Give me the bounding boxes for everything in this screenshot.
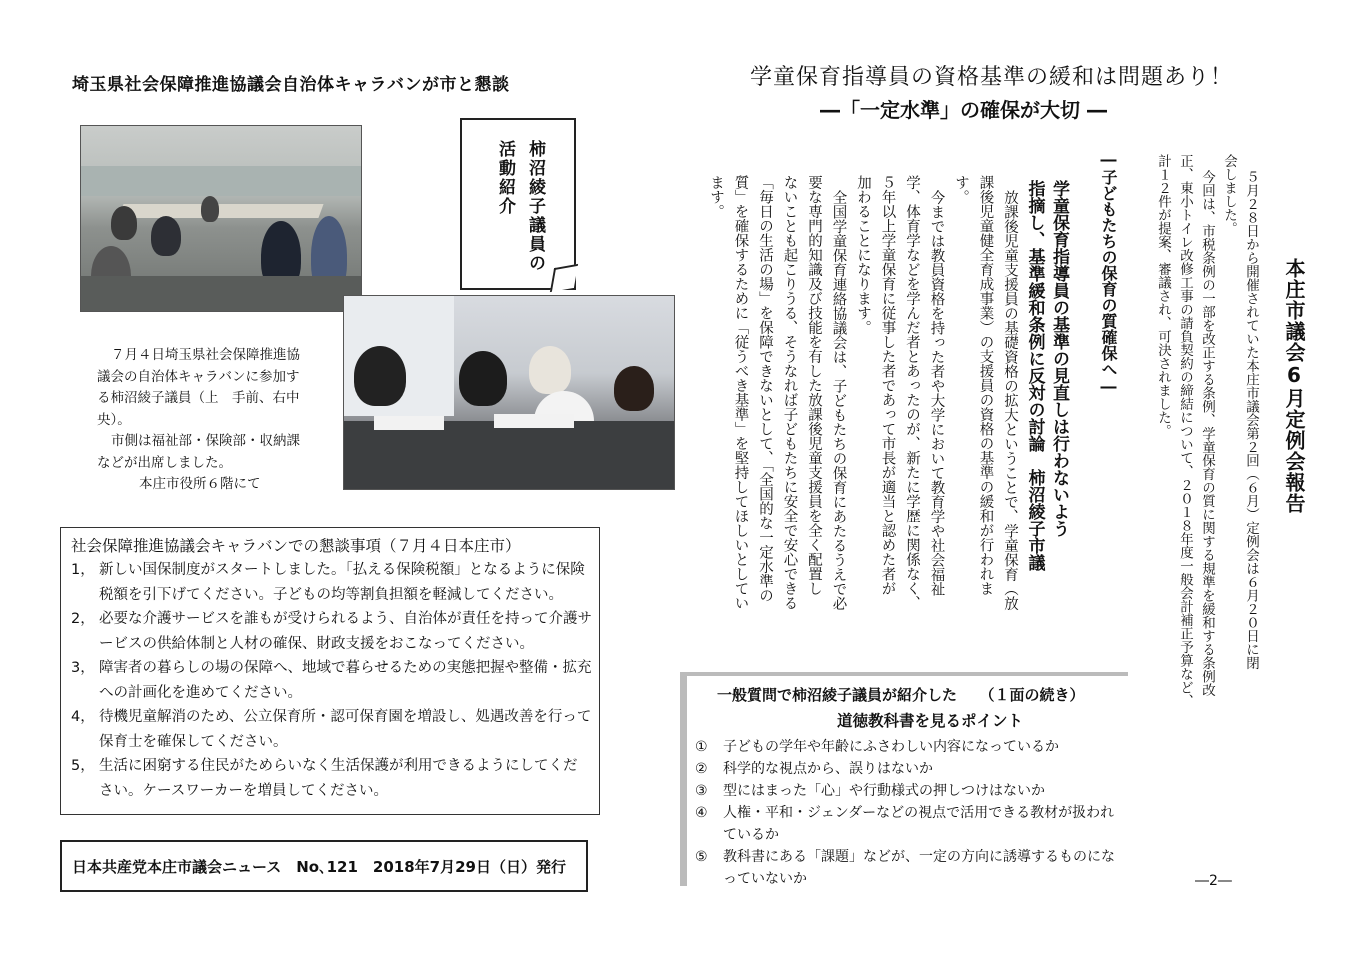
petition-item: 2， 必要な介護サービスを誰もが受けられるよう、自治体が責任を持って介護サ ービスの供給体制と人材の確保、財政支援をおこなってください。 [71,611,592,652]
activity-badge [460,118,576,290]
badge-line-1: 柿沼綾子議員の [525,140,545,273]
article-line: 課後児童健全育成事業）の支援員の資格の基準の緩和が行われま [977,175,994,596]
article-line: 全国学童保育連絡協議会は、子どもたちの保育にあたるうえで必 [830,190,847,611]
council-line: 計１２件が提案、審議され、可決されました。 [1155,154,1171,438]
article-line: 「毎日の生活の場」を保障できないとして、「全国的な一定水準の [757,175,773,603]
article-line: 学童保育指導員の基準の見直しは行わないよう [1049,180,1069,537]
point-item: ④ 人権・平和・ジェンダーなどの視点で活用できる教材が扱われ ているか [695,805,1115,843]
moral-points-list [683,736,1128,890]
article-line: 放課後児童支援員の基礎資格の拡大ということで、学童保育（放 [1002,190,1018,611]
moral-box-title-2: 道徳教科書を見るポイント [837,712,1024,730]
council-line: 会しました。 [1221,154,1237,235]
petition-box [60,527,600,815]
petition-item: 1， 新しい国保制度がスタートしました。「払える保険税額」となるように保険 税額を引下げてください。子どもの均等割負担額を軽減してください。 [71,562,585,603]
council-line: 今回は、市税条例の一部を改正する条例、学童保育の質に関する規準を緩和する条例改 [1199,170,1215,697]
petition-list [67,558,595,803]
article-line: ないことも起こりうる、そうなれば子どもたちに安全で安心できる [781,175,798,610]
point-item: ① 子どもの学年や年齢にふさわしい内容になっているか [695,739,1059,755]
article-line: ―子どもたちの保育の質確保へ― [1099,150,1118,396]
participants-photo [343,295,675,490]
council-line: 正、東小トイレ改修工事の請負契約の締結について、２０１８年度一般会計補正予算など、 [1177,154,1193,708]
article-line: 質」を確保するために「従うべき基準」を堅持してほしいとしてい [732,175,749,610]
newsletter-footer: 日本共産党本庄市議会ニュース No､121 2018年7月29日（日）発行 [60,840,588,892]
article-line: ５年以上学童保育に従事した者であって市長が適当と認めた者が [879,175,896,596]
article-line: 今までは教員資格を持った者や大学において教育学や社会福祉 [928,190,945,596]
main-headline: 学童保育指導員の資格基準の緩和は問題あり！ [750,65,1234,90]
photo-caption: ７月４日埼玉県社会保障推進協 議会の自治体キャラバンに参加す る柿沼綾子議員（上 手前、右中 央）。 市側は福祉部・保険部・収納課 などが出席しました。 本庄市役所６階にて [97,347,300,492]
article-line: す。 [953,175,969,204]
point-item: ② 科学的な視点から、誤りはないか [695,761,933,777]
council-line: ５月２８日から開催されていた本庄市議会第２回（６月）定例会は６月２０日に閉 [1243,170,1259,670]
childcare-article [660,150,1130,610]
petition-box-title: 社会保障推進協議会キャラバンでの懇談事項（７月４日本庄市） [71,537,521,555]
point-item: ③ 型にはまった「心」や行動様式の押しつけはないか [695,783,1045,799]
council-report-body [1145,150,1270,770]
point-item: ⑤ 教科書にある「課題」などが、一定の方向に誘導するものにな っていないか [695,849,1115,887]
article-line: 指摘し、基準緩和条例に反対の討論 柿沼綾子市議 [1024,180,1045,571]
main-subheadline: ―「一定水準」の確保が大切 ― [820,98,1107,122]
article-line: 加わることになります。 [855,175,871,335]
moral-box-title-1: 一般質問で柿沼綾子議員が紹介した （１面の続き） [717,686,1085,704]
meeting-room-photo [80,125,362,312]
council-report-title: 本庄市議会6月定例会報告 [1282,258,1306,514]
moral-textbook-box [680,672,1128,886]
article-line: 学、体育学などを学んだ者とあったのが、新たに学歴に関係なく、 [904,175,920,610]
petition-item: 5， 生活に困窮する住民がためらいなく生活保護が利用できるようにしてくだ さい。ケースワーカーを増員してください。 [71,758,578,799]
page-number: ―2― [1195,873,1232,889]
article-line: 要な専門的知識及び技能を有した放課後児童支援員を全く配置し [806,175,822,596]
caravan-heading: 埼玉県社会保障推進協議会自治体キャラバンが市と懇談 [72,75,510,95]
article-line: ます。 [708,175,724,219]
petition-item: 3， 障害者の暮らしの場の保障へ、地域で暮らせるための実態把握や整備・拡充 への計画化を進めてください。 [71,660,592,701]
badge-line-2: 活動紹介 [495,140,515,216]
petition-item: 4， 待機児童解消のため、公立保育所・認可保育園を増設し、処遇改善を行って 保育士を確保してください。 [71,709,592,750]
